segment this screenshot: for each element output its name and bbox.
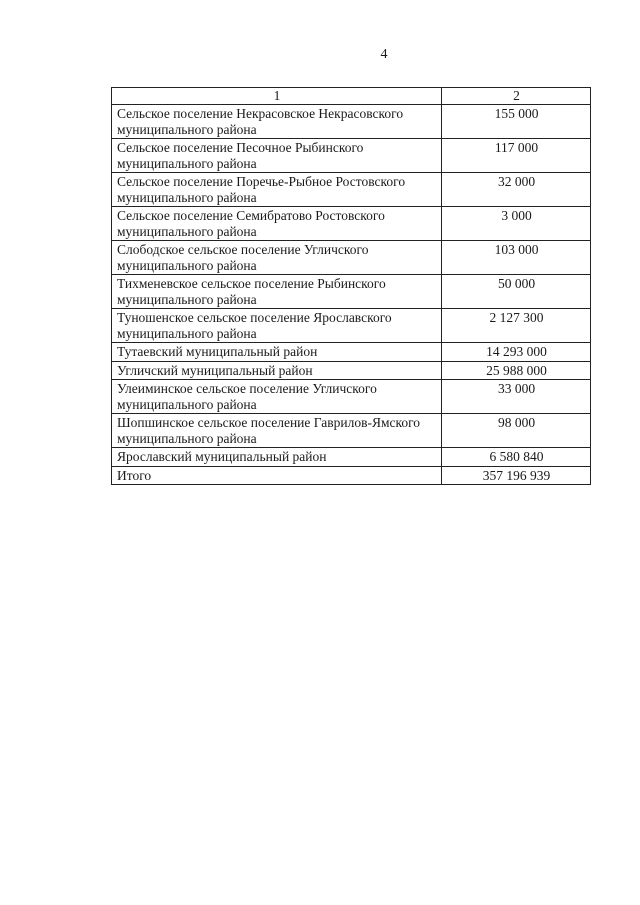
page-number: 4 [380, 47, 388, 62]
row-amount: 14 293 000 [442, 343, 591, 362]
row-amount: 3 000 [442, 207, 591, 241]
row-name: Туношенское сельское поселение Ярославского муниципального района [112, 309, 442, 343]
row-amount: 6 580 840 [442, 448, 591, 467]
row-name: Сельское поселение Некрасовское Некрасовского муниципального района [112, 105, 442, 139]
table-row [112, 380, 591, 414]
row-name: Улеиминское сельское поселение Угличского муниципального района [112, 380, 442, 414]
table-header-row [112, 88, 591, 105]
table-row [112, 207, 591, 241]
table-row [112, 139, 591, 173]
column-header-2: 2 [442, 88, 591, 105]
row-amount: 98 000 [442, 414, 591, 448]
total-amount: 357 196 939 [442, 466, 591, 485]
row-amount: 2 127 300 [442, 309, 591, 343]
column-header-1: 1 [112, 88, 442, 105]
row-name: Угличский муниципальный район [112, 361, 442, 380]
row-amount: 25 988 000 [442, 361, 591, 380]
row-name: Ярославский муниципальный район [112, 448, 442, 467]
row-amount: 32 000 [442, 173, 591, 207]
row-name: Сельское поселение Поречье-Рыбное Ростовского муниципального района [112, 173, 442, 207]
table-row [112, 448, 591, 467]
budget-table [111, 87, 591, 485]
table-row [112, 309, 591, 343]
row-name: Тихменевское сельское поселение Рыбинского муниципального района [112, 275, 442, 309]
row-amount: 117 000 [442, 139, 591, 173]
row-name: Сельское поселение Семибратово Ростовского муниципального района [112, 207, 442, 241]
table-row [112, 275, 591, 309]
row-amount: 103 000 [442, 241, 591, 275]
total-label: Итого [112, 466, 442, 485]
total-row [112, 466, 591, 485]
row-name: Тутаевский муниципальный район [112, 343, 442, 362]
row-amount: 33 000 [442, 380, 591, 414]
table-row [112, 105, 591, 139]
table-row [112, 361, 591, 380]
row-amount: 155 000 [442, 105, 591, 139]
table-row [112, 343, 591, 362]
row-name: Сельское поселение Песочное Рыбинского муниципального района [112, 139, 442, 173]
table-row [112, 414, 591, 448]
table-row [112, 241, 591, 275]
row-amount: 50 000 [442, 275, 591, 309]
row-name: Шопшинское сельское поселение Гаврилов-Ямского муниципального района [112, 414, 442, 448]
table-row [112, 173, 591, 207]
row-name: Слободское сельское поселение Угличского муниципального района [112, 241, 442, 275]
